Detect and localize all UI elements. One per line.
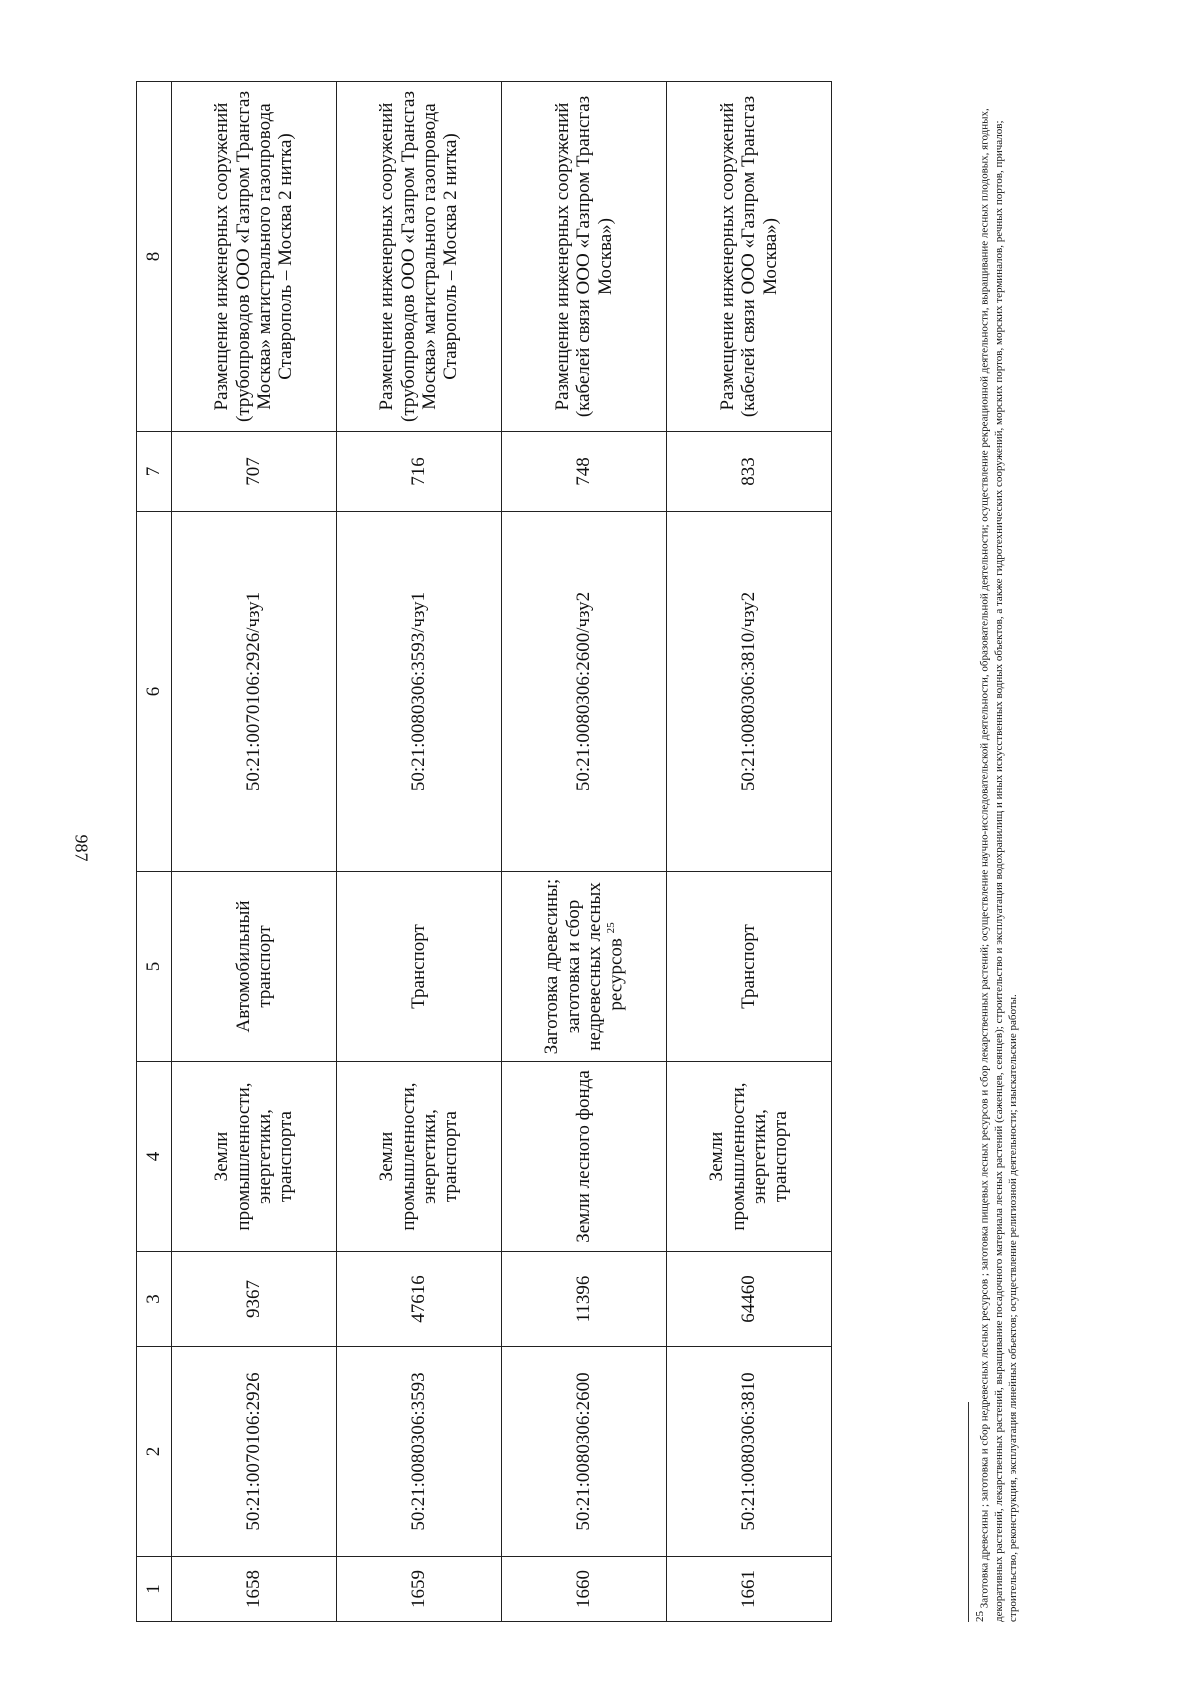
header-row <box>137 82 172 1622</box>
column-header: 2 <box>137 1347 172 1557</box>
permitted-use-text: Транспорт <box>408 924 430 1009</box>
cadastral-number: 50:21:0080306:2600 <box>502 1347 667 1557</box>
plot-part-number: 50:21:0080306:3593/чзу1 <box>337 512 502 872</box>
footnote-reference[interactable]: 25 <box>605 922 618 934</box>
purpose: Размещение инженерных сооружений (кабелей связи ООО «Газпром Трансгаз Москва») <box>502 82 667 432</box>
footnote-divider <box>968 1402 969 1622</box>
plot-part-number: 50:21:0080306:2600/чзу2 <box>502 512 667 872</box>
plot-part-number: 50:21:0070106:2926/чзу1 <box>172 512 337 872</box>
column-header: 3 <box>137 1252 172 1347</box>
land-category: Земли лесного фонда <box>502 1062 667 1252</box>
plot-area: 64460 <box>667 1252 832 1347</box>
permitted-use <box>172 872 337 1062</box>
cadastral-number: 50:21:0080306:3810 <box>667 1347 832 1557</box>
footnote-mark: 25 <box>974 1611 986 1622</box>
plot-part-area: 833 <box>667 432 832 512</box>
purpose: Размещение инженерных сооружений (кабелей связи ООО «Газпром Трансгаз Москва») <box>667 82 832 432</box>
table-row <box>667 82 832 1622</box>
permitted-use-text: Транспорт <box>738 924 760 1009</box>
permitted-use-text: Заготовка древесины; заготовка и сбор недревесных лесных ресурсов <box>541 878 627 1055</box>
footnote-text: Заготовка древесины ; заготовка и сбор недревесных лесных ресурсов ; заготовка пищевых лесных ресурсов и сбор лекарственных растений; осуществление научно-исследовательской деятельности, образовательной деятельности; осуществление рекреационной деятельности, выращивание лесных плодовых, ягодных, декоративных растений, лекарственных растений, выращивание посадочного материала лесных растений (саженцев, сеянцев); строительство и эксплуатация водохранилищ и иных искусственных водных объектов, а также гидротехнических сооружений, морских портов, морских терминалов, речных портов, причалов; строительство, реконструкция, эксплуатация линейных объектов; осуществление религиозной деятельности; изыскательские работы. <box>978 108 1020 1622</box>
column-header: 7 <box>137 432 172 512</box>
column-header: 8 <box>137 82 172 432</box>
column-header: 4 <box>137 1062 172 1252</box>
row-number: 1660 <box>502 1557 667 1622</box>
plot-part-area: 707 <box>172 432 337 512</box>
plot-part-area: 748 <box>502 432 667 512</box>
permitted-use <box>667 872 832 1062</box>
permitted-use <box>337 872 502 1062</box>
land-plots-table-container <box>136 82 826 1622</box>
plot-part-number: 50:21:0080306:3810/чзу2 <box>667 512 832 872</box>
column-header: 1 <box>137 1557 172 1622</box>
page-number: 987 <box>71 834 92 862</box>
cadastral-number: 50:21:0080306:3593 <box>337 1347 502 1557</box>
permitted-use-text: Автомобильный транспорт <box>232 900 275 1033</box>
plot-area: 9367 <box>172 1252 337 1347</box>
footnote-body <box>973 82 1021 1622</box>
column-header: 5 <box>137 872 172 1062</box>
land-category: Земли промышленности, энергетики, транспорта <box>337 1062 502 1252</box>
table-row <box>337 82 502 1622</box>
table-row <box>502 82 667 1622</box>
table-row <box>172 82 337 1622</box>
plot-part-area: 716 <box>337 432 502 512</box>
land-category: Земли промышленности, энергетики, транспорта <box>172 1062 337 1252</box>
column-header: 6 <box>137 512 172 872</box>
land-category: Земли промышленности, энергетики, транспорта <box>667 1062 832 1252</box>
plot-area: 11396 <box>502 1252 667 1347</box>
row-number: 1659 <box>337 1557 502 1622</box>
purpose: Размещение инженерных сооружений (трубопроводов ООО «Газпром Трансгаз Москва» магистрального газопровода Ставрополь – Москва 2 нитка) <box>337 82 502 432</box>
footnote <box>968 82 1048 1622</box>
purpose: Размещение инженерных сооружений (трубопроводов ООО «Газпром Трансгаз Москва» магистрального газопровода Ставрополь – Москва 2 нитка) <box>172 82 337 432</box>
land-plots-table <box>136 81 832 1622</box>
plot-area: 47616 <box>337 1252 502 1347</box>
permitted-use <box>502 872 667 1062</box>
row-number: 1661 <box>667 1557 832 1622</box>
cadastral-number: 50:21:0070106:2926 <box>172 1347 337 1557</box>
row-number: 1658 <box>172 1557 337 1622</box>
